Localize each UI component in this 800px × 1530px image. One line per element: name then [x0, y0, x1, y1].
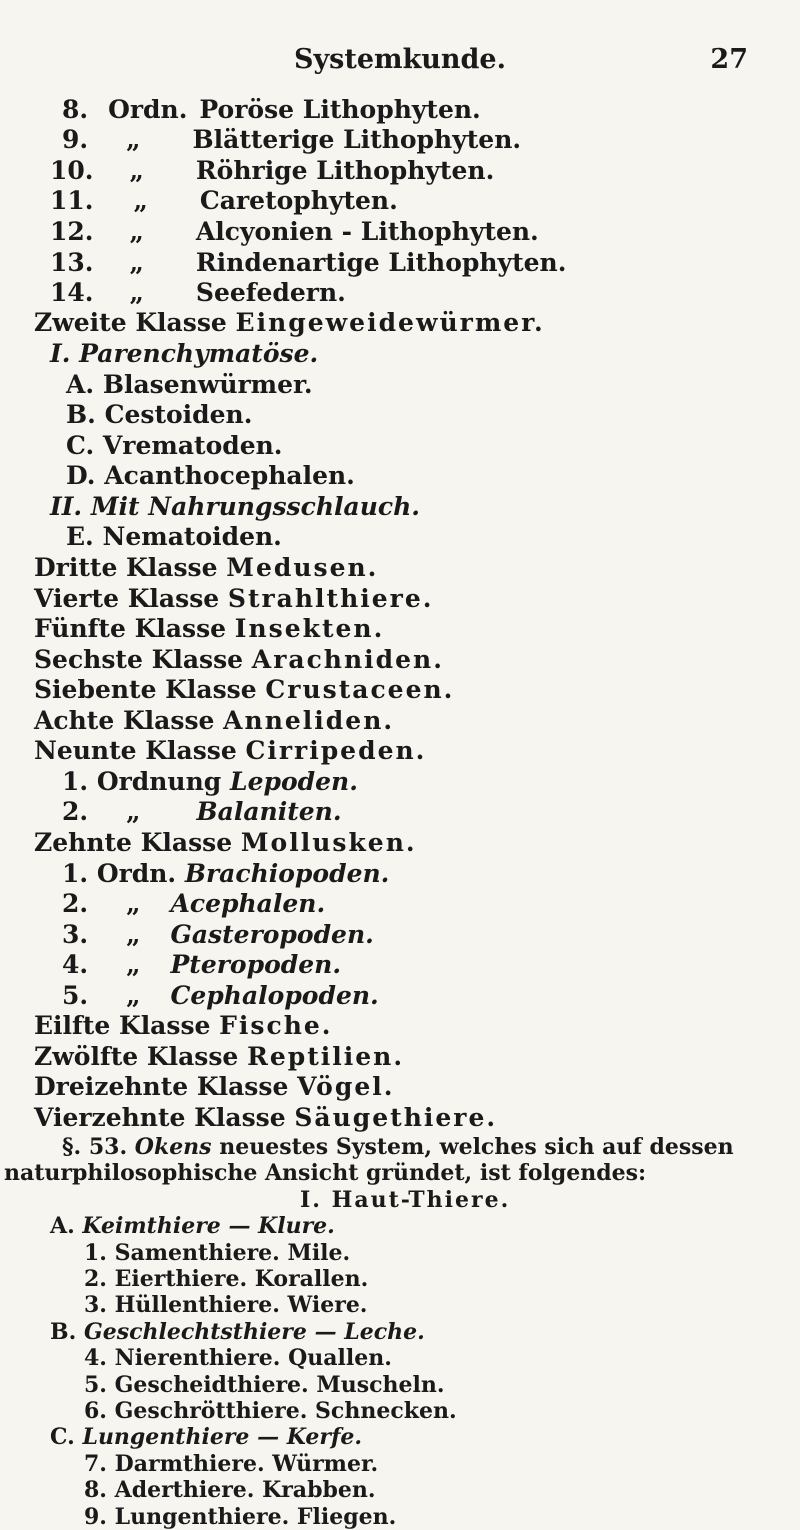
list-item: 5. „ Cephalopoden. [62, 981, 379, 1010]
list-item: 4. Nierenthiere. Quallen. [84, 1345, 392, 1372]
list-item: 6. Geschrötthiere. Schnecken. [84, 1398, 457, 1424]
list-item: A. Keimthiere — Klure. [50, 1213, 335, 1240]
list-item: D. Acanthocephalen. [66, 461, 355, 490]
section-heading: I. Haut-Thiere. [300, 1186, 511, 1213]
class-heading: Eilfte Klasse Fische. [34, 1011, 333, 1040]
list-item: E. Nematoiden. [66, 522, 282, 551]
paragraph-line: naturphilosophische Ansicht gründet, ist folgendes: [4, 1160, 647, 1187]
class-heading: Zwölfte Klasse Reptilien. [34, 1042, 405, 1071]
class-heading: Achte Klasse Anneliden. [34, 706, 395, 735]
list-item: 14. „ Seefedern. [50, 278, 346, 307]
list-item: 3. „ Gasteropoden. [62, 920, 374, 949]
list-item: C. Vrematoden. [66, 431, 283, 460]
running-title: Systemkunde. [293, 44, 507, 75]
list-item: B. Cestoiden. [66, 400, 253, 429]
list-item: 9. Lungenthiere. Fliegen. [84, 1503, 397, 1530]
list-item: B. Geschlechtsthiere — Leche. [50, 1318, 425, 1345]
paragraph-line: §. 53. Okens neuestes System, welches sich auf dessen [62, 1134, 734, 1160]
list-item: 10. „ Röhrige Lithophyten. [50, 156, 495, 185]
list-item: 2. Eierthiere. Korallen. [84, 1266, 369, 1292]
list-item: 1. Samenthiere. Mile. [84, 1239, 351, 1266]
list-item: 11. „ Caretophyten. [50, 186, 398, 215]
list-item: A. Blasenwürmer. [66, 370, 313, 399]
list-item: 5. Gescheidthiere. Muscheln. [84, 1371, 445, 1398]
page-number: 27 [710, 44, 748, 75]
class-heading: Neunte Klasse Cirripeden. [34, 736, 427, 765]
class-heading: Siebente Klasse Crustaceen. [34, 675, 455, 704]
list-item: I. Parenchymatöse. [50, 339, 319, 368]
class-heading: Vierzehnte Klasse Säugethiere. [34, 1103, 498, 1132]
list-item: C. Lungenthiere — Kerfe. [50, 1424, 363, 1451]
list-item: 4. „ Pteropoden. [62, 950, 342, 979]
class-heading: Fünfte Klasse Insekten. [34, 614, 385, 643]
list-item: 2. „ Acephalen. [62, 889, 326, 918]
class-heading: Zehnte Klasse Mollusken. [34, 828, 417, 857]
class-heading: Sechste Klasse Arachniden. [34, 645, 444, 674]
class-heading: Zweite Klasse Eingeweidewürmer. [34, 308, 545, 337]
list-item: 2. „ Balaniten. [62, 797, 342, 826]
list-item: 3. Hüllenthiere. Wiere. [84, 1292, 368, 1319]
list-item: 1. Ordnung Lepoden. [62, 767, 358, 796]
class-heading: Dritte Klasse Medusen. [34, 553, 379, 582]
list-item: 7. Darmthiere. Würmer. [84, 1450, 379, 1477]
list-item: II. Mit Nahrungsschlauch. [50, 492, 420, 521]
list-item: 1. Ordn. Brachiopoden. [62, 859, 390, 888]
list-item: 8. Ordn. Poröse Lithophyten. [62, 95, 481, 124]
class-heading: Vierte Klasse Strahlthiere. [34, 584, 434, 613]
list-item: 13. „ Rindenartige Lithophyten. [50, 248, 567, 277]
list-item: 9. „ Blätterige Lithophyten. [62, 125, 522, 154]
list-item: 8. Aderthiere. Krabben. [84, 1477, 376, 1504]
list-item: 12. „ Alcyonien - Lithophyten. [50, 217, 539, 246]
page-header [0, 44, 800, 84]
class-heading: Dreizehnte Klasse Vögel. [34, 1072, 395, 1101]
